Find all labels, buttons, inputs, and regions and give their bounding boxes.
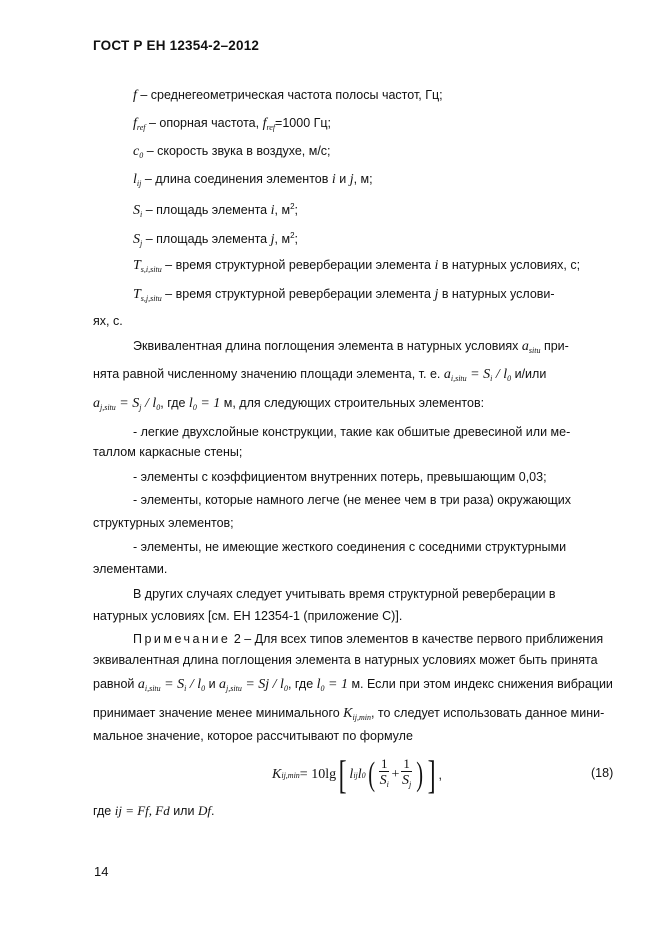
para1-line3: $a_{j,situ} = S_j / l_0$, где $l_0 = 1$ м, для следующих строительных элементов: — [93, 396, 485, 412]
bullet-4-line2: элементами. — [93, 562, 168, 576]
note-line4: принимает значение менее минимального $K_{ij,min}$, то следует использовать данное мини- — [93, 706, 605, 722]
fraction-1-over-sj: $\frac{1}{S_j}$ — [402, 756, 412, 789]
bullet-4-line1: - элементы, не имеющие жесткого соединения с соседними структурными — [133, 540, 567, 554]
page-number: 14 — [94, 864, 109, 879]
para1-line1: Эквивалентная длина поглощения элемента в натурных условиях $a_{situ}$ при- — [133, 339, 569, 355]
def-sj: $S_j$ – площадь элемента j, $м^2$; — [133, 231, 298, 248]
def-si: $S_i$ – площадь элемента i, $м^2$; — [133, 202, 298, 219]
def-c0: $c_0$ – скорость звука в воздухе, м/с; — [133, 144, 331, 160]
note-line2: эквивалентная длина поглощения элемента в натурных условиях может быть принята — [93, 653, 598, 667]
fraction-1-over-si: $\frac{1}{S_i}$ — [379, 756, 389, 789]
formula-18: K ij,min = 10lg [ l ij l 0 ( $\frac{1}{S_i}$ + $\frac{1}{S_j}$ ) ] , — [272, 752, 443, 797]
bullet-1-line2: таллом каркасные стены; — [93, 445, 243, 459]
note-line3: равной $a_{i,situ} = S_i / l_0$ и $a_{j,situ} = Sj / l_0$, где $l_0 = 1$ м. Если при этом индекс снижения вибрации — [93, 677, 613, 693]
bullet-2: - элементы с коэффициентом внутренних потерь, превышающим 0,03; — [133, 470, 547, 484]
para2-line2: натурных условиях [см. ЕН 12354-1 (приложение С)]. — [93, 609, 403, 623]
def-tsi: $T_{s,i,situ}$ – время структурной реверберации элемента i в натурных условиях, с; — [133, 258, 581, 274]
document-header: ГОСТ Р ЕН 12354-2–2012 — [93, 38, 260, 53]
def-f: f – среднегеометрическая частота полосы частот, Гц; — [133, 88, 443, 103]
para2-line1: В других случаях следует учитывать время структурной реверберации в — [133, 587, 556, 601]
def-lij: $l_{ij}$ – длина соединения элементов i и j, м; — [133, 172, 373, 188]
def-fref: $f_{ref}$ – опорная частота, $f_{ref}=1000$ Гц; — [133, 116, 332, 132]
note-line1: Примечание 2 – Для всех типов элементов в качестве первого приближения — [133, 632, 604, 646]
para1-line2: нята равной численному значению площади элемента, т. е. $a_{i,situ} = S_i / l_0$ и/или — [93, 367, 547, 383]
bullet-3-line2: структурных элементов; — [93, 516, 234, 530]
equation-number: (18) — [591, 766, 614, 780]
bullet-3-line1: - элементы, которые намного легче (не менее чем в три раза) окружающих — [133, 493, 572, 507]
where-line: где ij = Ff, Fd или Df. — [93, 803, 215, 818]
bullet-1-line1: - легкие двухслойные конструкции, такие как обшитые древесиной или ме- — [133, 425, 571, 439]
def-continuation: ях, с. — [93, 314, 123, 328]
def-tsj: $T_{s,j,situ}$ – время структурной реверберации элемента j в натурных услови- — [133, 287, 555, 303]
note-line5: мальное значение, которое рассчитывают по формуле — [93, 729, 413, 743]
